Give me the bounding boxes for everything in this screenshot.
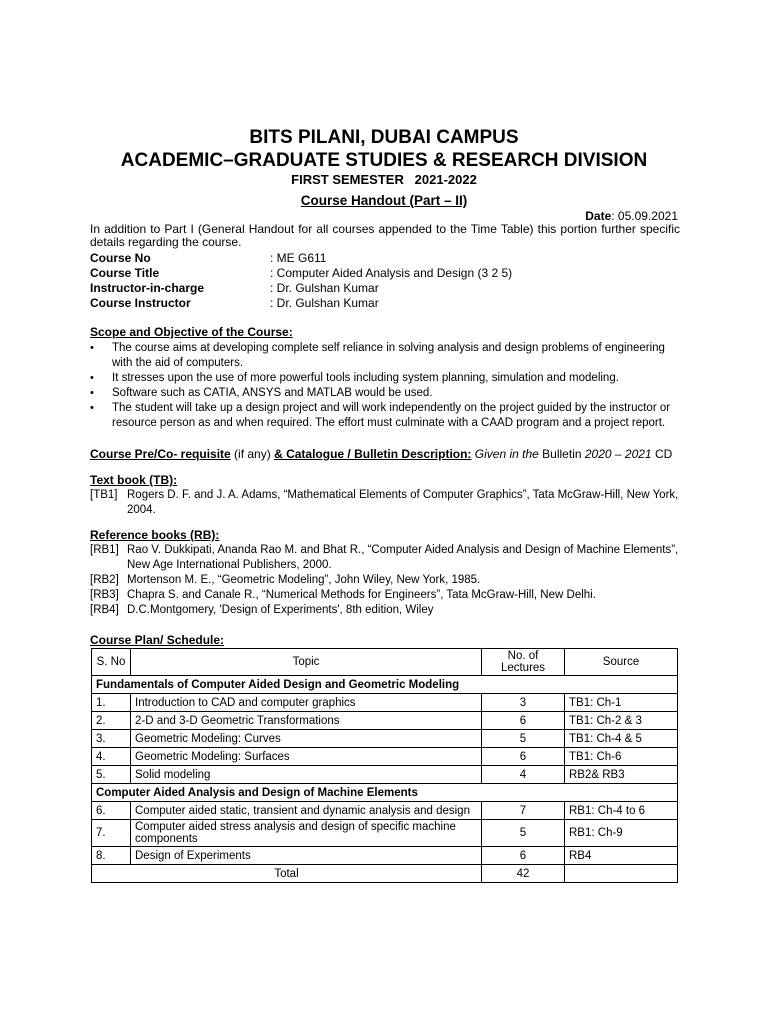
table-row — [92, 694, 678, 712]
cell-lectures: 4 — [482, 766, 565, 784]
scope-item-text: Software such as CATIA, ANSYS and MATLAB would be used. — [112, 387, 433, 399]
catalogue-label: & Catalogue / Bulletin Description: — [274, 447, 472, 461]
instructor-in-charge-value: : Dr. Gulshan Kumar — [270, 281, 379, 295]
textbook-heading: Text book (TB): — [90, 473, 178, 487]
course-info-row — [90, 266, 512, 281]
textbook-list — [90, 488, 680, 518]
date-label: Date — [585, 209, 612, 223]
cell-no: 3. — [92, 730, 131, 748]
course-no-value: : ME G611 — [270, 251, 327, 265]
list-item — [90, 603, 680, 618]
given-text: Given in the — [474, 447, 539, 461]
course-no-label: Course No — [90, 251, 151, 265]
course-plan-table — [91, 648, 678, 883]
table-row — [92, 730, 678, 748]
cell-topic: Introduction to CAD and computer graphics — [131, 694, 482, 712]
course-info-row — [90, 281, 512, 296]
cell-lectures: 6 — [482, 748, 565, 766]
reference-list — [90, 543, 680, 618]
cell-topic: Computer aided static, transient and dynamic analysis and design — [131, 802, 482, 820]
campus-title: BITS PILANI, DUBAI CAMPUS — [249, 127, 519, 148]
course-instructor-label: Course Instructor — [90, 296, 191, 310]
textbook-text: Rogers D. F. and J. A. Adams, “Mathematical Elements of Computer Graphics”, Tata McGraw-Hill, New York, 2004. — [127, 489, 679, 516]
reference-text: Rao V. Dukkipati, Ananda Rao M. and Bhat R., “Computer Aided Analysis and Design of Machine Elements”, New Age International Publishers, 2000. — [127, 544, 679, 571]
table-row — [92, 820, 678, 847]
cell-no: 1. — [92, 694, 131, 712]
scope-list — [90, 341, 680, 431]
cell-no: 8. — [92, 847, 131, 865]
cell-no: 7. — [92, 820, 131, 847]
scope-heading: Scope and Objective of the Course: — [90, 325, 293, 339]
reference-heading: Reference books (RB): — [90, 528, 220, 542]
cell-lectures: 3 — [482, 694, 565, 712]
cell-topic: Geometric Modeling: Surfaces — [131, 748, 482, 766]
textbook-tag: [TB1] — [90, 489, 118, 501]
prereq-paren: (if any) — [234, 447, 271, 461]
list-item — [90, 371, 680, 386]
list-item — [90, 488, 680, 518]
course-info — [90, 251, 512, 311]
cell-source: RB1: Ch-9 — [565, 820, 678, 847]
col-header-lectures: No. of Lectures — [482, 649, 565, 676]
col-header-topic: Topic — [131, 649, 482, 676]
cell-topic: 2-D and 3-D Geometric Transformations — [131, 712, 482, 730]
cell-topic: Design of Experiments — [131, 847, 482, 865]
cell-topic: Geometric Modeling: Curves — [131, 730, 482, 748]
list-item — [90, 386, 680, 401]
group-title: Fundamentals of Computer Aided Design and Geometric Modeling — [92, 676, 678, 694]
date-line — [585, 209, 678, 223]
cell-source: TB1: Ch-2 & 3 — [565, 712, 678, 730]
cell-source: RB2& RB3 — [565, 766, 678, 784]
cell-no: 6. — [92, 802, 131, 820]
cell-topic: Computer aided stress analysis and design of specific machine components — [131, 820, 482, 847]
reference-text: Mortenson M. E., “Geometric Modeling”, John Wiley, New York, 1985. — [127, 574, 481, 586]
table-row — [92, 766, 678, 784]
group-row — [92, 676, 678, 694]
cell-lectures: 5 — [482, 820, 565, 847]
cd-text: CD — [654, 447, 673, 461]
list-item — [90, 341, 680, 371]
cell-lectures: 5 — [482, 730, 565, 748]
total-value: 42 — [482, 865, 565, 883]
list-item — [90, 401, 680, 431]
semester-title: FIRST SEMESTER 2021-2022 — [291, 172, 477, 187]
course-instructor-value: : Dr. Gulshan Kumar — [270, 296, 379, 310]
course-title-value: : Computer Aided Analysis and Design (3 2 5) — [270, 266, 513, 280]
reference-tag: [RB1] — [90, 544, 119, 556]
cell-no: 5. — [92, 766, 131, 784]
plan-heading: Course Plan/ Schedule: — [90, 633, 225, 647]
handout-title: Course Handout (Part – II) — [300, 193, 468, 208]
cell-source: RB1: Ch-4 to 6 — [565, 802, 678, 820]
reference-text: Chapra S. and Canale R., “Numerical Methods for Engineers”, Tata McGraw-Hill, New Delhi. — [127, 589, 596, 601]
course-info-row — [90, 251, 512, 266]
cell-source: TB1: Ch-6 — [565, 748, 678, 766]
list-item — [90, 588, 680, 603]
bullet-icon: • — [90, 372, 94, 384]
scope-item-text: The student will take up a design project and will work independently on the project guided by the instructor or resource person as and when required. The effort must culminate with a CAAD program and a project report. — [112, 402, 671, 429]
cell-source: TB1: Ch-4 & 5 — [565, 730, 678, 748]
table-row — [92, 712, 678, 730]
cell-lectures: 6 — [482, 712, 565, 730]
table-row — [92, 748, 678, 766]
bullet-icon: • — [90, 402, 94, 414]
reference-tag: [RB3] — [90, 589, 119, 601]
course-title-label: Course Title — [90, 266, 160, 280]
prerequisite-line — [90, 447, 672, 461]
table-row — [92, 802, 678, 820]
prereq-label: Course Pre/Co- requisite — [90, 447, 231, 461]
reference-text: D.C.Montgomery, 'Design of Experiments', 8th edition, Wiley — [127, 604, 434, 616]
instructor-in-charge-label: Instructor-in-charge — [90, 281, 205, 295]
division-title: ACADEMIC–GRADUATE STUDIES & RESEARCH DIVISION — [120, 150, 648, 171]
table-row — [92, 847, 678, 865]
scope-item-text: It stresses upon the use of more powerful tools including system planning, simulation and modeling. — [112, 372, 619, 384]
bullet-icon: • — [90, 342, 94, 354]
bulletin-text: Bulletin — [542, 447, 582, 461]
list-item — [90, 573, 680, 588]
cell-topic: Solid modeling — [131, 766, 482, 784]
course-info-row — [90, 296, 512, 311]
cell-lectures: 6 — [482, 847, 565, 865]
total-label: Total — [92, 865, 482, 883]
list-item — [90, 543, 680, 573]
total-row — [92, 865, 678, 883]
group-title: Computer Aided Analysis and Design of Machine Elements — [92, 784, 678, 802]
cell-source: TB1: Ch-1 — [565, 694, 678, 712]
date-value: : 05.09.2021 — [611, 209, 678, 223]
reference-tag: [RB4] — [90, 604, 119, 616]
cell-source: RB4 — [565, 847, 678, 865]
col-header-no: S. No — [92, 649, 131, 676]
reference-tag: [RB2] — [90, 574, 119, 586]
cell-no: 4. — [92, 748, 131, 766]
table-header-row — [92, 649, 678, 676]
col-header-source: Source — [565, 649, 678, 676]
bullet-icon: • — [90, 387, 94, 399]
scope-item-text: The course aims at developing complete self reliance in solving analysis and design problems of engineering with the aid of computers. — [112, 342, 665, 369]
group-row — [92, 784, 678, 802]
total-empty-cell — [565, 865, 678, 883]
intro-paragraph: In addition to Part I (General Handout for all courses appended to the Time Table) this portion further specific details regarding the course. — [90, 222, 680, 249]
cell-no: 2. — [92, 712, 131, 730]
cell-lectures: 7 — [482, 802, 565, 820]
bulletin-years: 2020 – 2021 — [584, 447, 652, 461]
